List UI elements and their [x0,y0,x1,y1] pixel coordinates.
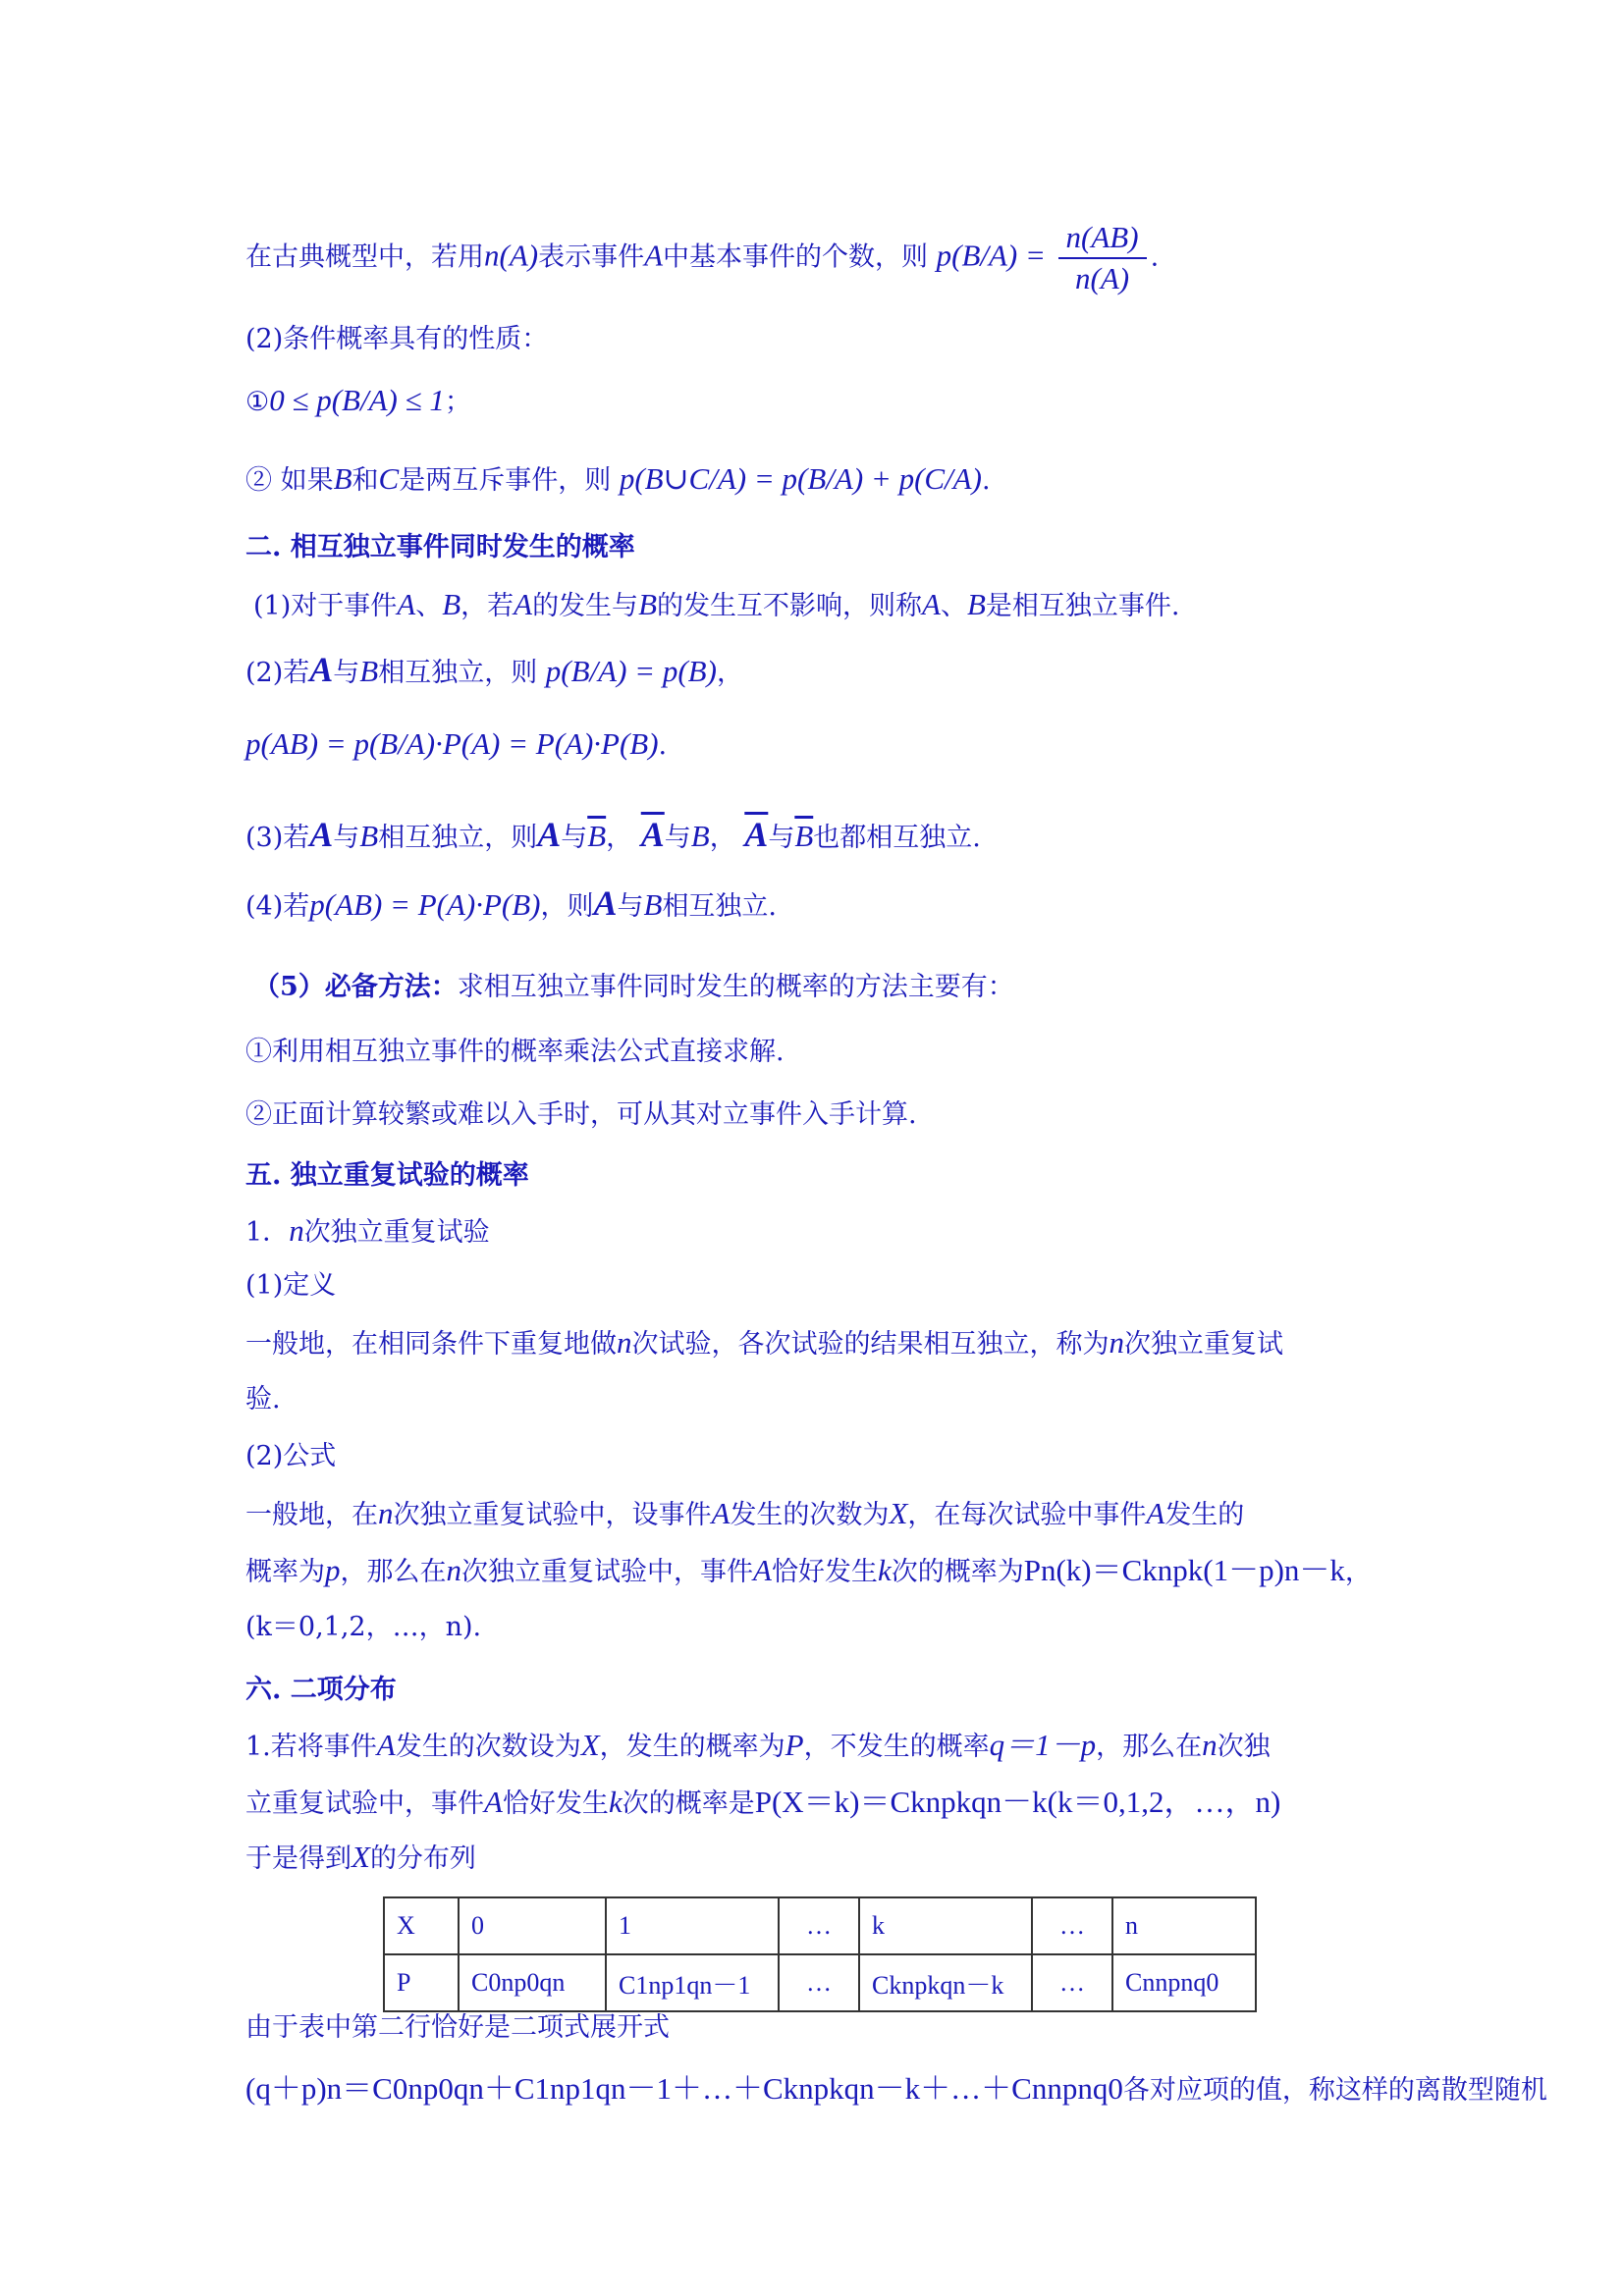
expansion-intro: 由于表中第二行恰好是二项式展开式 [245,2012,670,2043]
text: 次独立重复试验中，事件 [461,1557,753,1587]
math: p(AB) = P(A)·P(B) [309,887,541,922]
text: 和 [352,465,379,496]
distribution-intro [245,1840,476,1877]
fraction-denominator: n(A) [1075,261,1130,295]
math-pBA: p(B/A) = [936,238,1046,273]
text: 各对应项的值，称这样的离散型随机 [1122,2075,1547,2106]
section-heading-5: 五. 独立重复试验的概率 [245,1160,529,1191]
math-B: B [359,819,379,853]
math-B: B [333,461,352,496]
text: 概率为 [245,1557,325,1587]
math-X: X [580,1728,600,1762]
section-heading-2: 二. 相互独立事件同时发生的概率 [245,532,635,562]
formula-text-1 [245,1496,1244,1533]
property-1 [245,383,471,420]
math-p: p [325,1553,341,1587]
math-k: k [608,1785,623,1819]
math: p(AB) = p(B/A)·P(A) = P(A)·P(B) [245,726,659,761]
table-cell: C1np1qn－1 [606,1954,779,2011]
text: ，在每次试验中事件 [907,1500,1147,1530]
math-A: A [753,1553,772,1587]
math-A: A [514,587,533,621]
text: 恰好发生 [502,1789,609,1819]
formula-label: (2)公式 [245,1441,337,1471]
text: ，发生的概率为 [599,1732,785,1762]
math-B: B [690,819,710,853]
math-A: A [1146,1496,1165,1530]
text: 发生的次数为 [730,1500,890,1530]
math-A: A [484,1785,503,1819]
text: 次独 [1217,1732,1271,1762]
text: 中基本事件的个数，则 [663,241,929,273]
math-A: A [922,587,941,621]
table-cell: 0 [459,1897,606,1954]
math-n: n [378,1496,394,1530]
math-A-bar: $\overline{A}$ [744,815,769,854]
math-P: P [785,1728,804,1762]
fraction [1058,220,1147,296]
text: ，那么在 [340,1557,447,1587]
text: 与 [664,823,691,853]
definition-text [245,1325,1283,1362]
math: p(B/A) = p(B) [545,654,717,688]
independent-2-formula [245,726,667,764]
table-row [384,1954,1256,2011]
table-cell: … [779,1954,859,2011]
text: 一般地，在相同条件下重复地做 [245,1329,617,1360]
math-q: q＝1－p [989,1728,1097,1762]
text: ； [444,387,471,417]
text: 相互独立，则 [378,823,538,853]
binomial-expansion: (q＋p)n＝C0np0qn＋C1np1qn－1＋…＋Cknpkqn－k＋…＋Cnnpnq0 [245,2071,1123,2106]
text: 求相互独立事件同时发生的概率的方法主要有： [457,972,1014,1002]
math-nA: n(A) [484,238,539,273]
math-k: k [877,1553,892,1587]
math-B-bar: $\overline{B}$ [794,819,814,853]
text: ， [1344,1557,1372,1587]
table-cell: … [779,1897,859,1954]
formula-text-2 [245,1553,1372,1590]
text: ② 如果 [245,465,334,496]
text: 次的概率为 [891,1557,1024,1587]
text: 相互独立. [662,891,778,922]
math-B: B [359,654,379,688]
text: 在古典概型中，若用 [245,241,484,273]
text: 与 [333,658,360,688]
text: 次独立重复试 [1124,1329,1283,1360]
text: 次试验，各次试验的结果相互独立，称为 [631,1329,1110,1360]
text: ，若 [460,591,514,621]
method-line [253,970,1014,1005]
text: 、 [415,591,443,621]
table-cell: X [384,1897,459,1954]
text: (1)对于事件 [253,591,398,621]
text: (2)若 [245,658,310,688]
table-cell: Cnnpnq0 [1112,1954,1256,2011]
table-cell: … [1032,1897,1112,1954]
math-A: A [644,238,664,273]
table-cell: 1 [606,1897,779,1954]
independent-3 [245,817,981,856]
table-row [384,1897,1256,1954]
math-n: n [1109,1325,1124,1360]
table-cell: n [1112,1897,1256,1954]
repeat-trials-title [245,1213,490,1251]
table-cell: k [859,1897,1032,1954]
text: 发生的 [1164,1500,1245,1530]
math: p(B∪C/A) = p(B/A) + p(C/A) [619,461,982,496]
independent-2 [245,652,743,691]
classical-probability-line [245,220,1159,296]
binomial-probability: P(X＝k)＝Cknpkqn－k(k＝0,1,2，…，n) [754,1785,1281,1819]
math-A: A [397,587,416,621]
text: 1． [245,1217,290,1248]
math-X: X [889,1496,908,1530]
independent-4 [245,885,777,925]
text: 表示事件 [538,241,645,273]
text: 的分布列 [369,1843,476,1874]
text: 次的概率是 [622,1789,755,1819]
math-A: A [711,1496,731,1530]
text: 次独立重复试验 [303,1217,490,1248]
table-cell: … [1032,1954,1112,2011]
text: . [1150,241,1160,273]
text: 次独立重复试验中，设事件 [393,1500,712,1530]
text: ，不发生的概率 [803,1732,990,1762]
table-cell: Cknpkqn－k [859,1954,1032,2011]
math-n: n [289,1213,304,1248]
math-X: X [352,1840,370,1874]
math-B-bar: $\overline{B}$ [587,819,607,853]
text: 的发生与 [532,591,639,621]
text: 与 [561,823,588,853]
math-A: A [309,650,334,689]
table-cell: P [384,1954,459,2011]
method-1: ①利用相互独立事件的概率乘法公式直接求解. [245,1037,785,1067]
property-heading: (2)条件概率具有的性质： [245,324,549,354]
math-A: A [376,1728,396,1762]
property-2 [245,461,991,499]
text: 立重复试验中，事件 [245,1789,484,1819]
math-n: n [446,1553,461,1587]
text: . [981,465,991,496]
text: 与 [333,823,360,853]
math-B: B [966,587,986,621]
text: 、 [940,591,967,621]
distribution-table [383,1896,1257,2012]
text: . [658,730,668,761]
formula-range: (k＝0,1,2，…，n). [245,1612,482,1642]
math-A: A [309,815,334,854]
text: ① [245,387,270,417]
text: (3)若 [245,823,310,853]
math: 0 ≤ p(B/A) ≤ 1 [269,383,445,417]
text: 是两互斥事件，则 [399,465,612,496]
text: 1.若将事件 [245,1732,377,1762]
text: ， [709,823,736,853]
math-n: n [617,1325,632,1360]
text: 恰好发生 [771,1557,878,1587]
expansion-formula [245,2071,1547,2109]
text: ， [716,658,743,688]
binomial-text-2 [245,1785,1280,1822]
independent-def [253,587,1179,624]
math-n: n [1202,1728,1218,1762]
math-B: B [643,887,663,922]
text: 相互独立，则 [378,658,538,688]
math-A: A [593,883,618,923]
binomial-text-1 [245,1728,1271,1765]
math-A-bar: $\overline{A}$ [640,815,665,854]
text: 于是得到 [245,1843,352,1874]
text: ， [606,823,633,853]
binomial-formula: Pn(k)＝Cknpk(1－p)n－k [1023,1553,1345,1587]
math-A: A [537,815,562,854]
math-B: B [638,587,657,621]
text: 也都相互独立. [813,823,981,853]
text: (4)若 [245,891,310,922]
text: 是相互独立事件. [985,591,1180,621]
text: 一般地，在 [245,1500,378,1530]
text: 发生的次数设为 [395,1732,581,1762]
fraction-numerator: n(AB) [1058,220,1147,259]
section-heading-6: 六. 二项分布 [245,1675,397,1705]
math-B: B [442,587,461,621]
method-label: （5）必备方法： [253,972,458,1002]
method-2: ②正面计算较繁或难以入手时，可从其对立事件入手计算. [245,1099,917,1130]
definition-text-cont: 验. [245,1384,281,1415]
text: 与 [617,891,644,922]
text: ，则 [540,891,594,922]
text: ，那么在 [1096,1732,1203,1762]
text: 与 [768,823,795,853]
definition-label: (1)定义 [245,1270,337,1301]
text: 的发生互不影响，则称 [657,591,922,621]
table-cell: C0np0qn [459,1954,606,2011]
math-C: C [378,461,400,496]
